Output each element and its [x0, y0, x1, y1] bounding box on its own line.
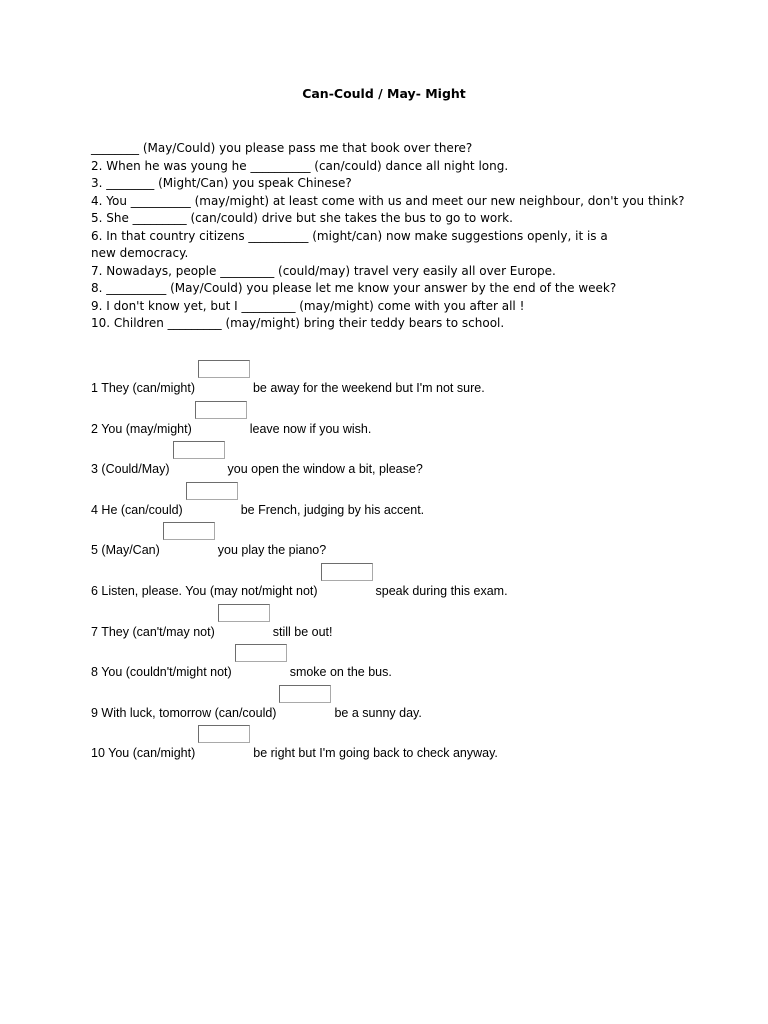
- question-prefix: 3 (Could/May): [91, 462, 170, 477]
- question-suffix: you open the window a bit, please?: [227, 462, 423, 477]
- answer-input-3[interactable]: [173, 441, 225, 459]
- question-suffix: speak during this exam.: [375, 583, 508, 598]
- question-prefix: 8 You (couldn't/might not): [91, 665, 232, 680]
- question-row: [91, 654, 731, 695]
- question-suffix: leave now if you wish.: [249, 421, 372, 436]
- exercise-line: 9. I don't know yet, but I _________ (may/might) come with you after all !: [91, 298, 525, 313]
- exercise-line: ________ (May/Could) you please pass me that book over there?: [91, 141, 473, 155]
- answer-input-4[interactable]: [186, 482, 238, 500]
- question-row: [91, 370, 731, 411]
- question-prefix: 2 You (may/might): [91, 421, 192, 436]
- question-suffix: be French, judging by his accent.: [240, 502, 425, 517]
- answer-input-7[interactable]: [218, 604, 270, 622]
- answer-input-10[interactable]: [198, 725, 250, 743]
- input-exercise: [91, 370, 731, 776]
- question-prefix: 6 Listen, please. You (may not/might not): [91, 583, 318, 598]
- question-prefix: 9 With luck, tomorrow (can/could): [91, 705, 277, 720]
- exercise-line: 8. __________ (May/Could) you please let me know your answer by the end of the week?: [91, 281, 617, 295]
- question-prefix: 1 They (can/might): [91, 381, 195, 395]
- question-suffix: smoke on the bus.: [289, 665, 392, 680]
- question-row: [91, 735, 731, 776]
- answer-input-5[interactable]: [163, 522, 215, 540]
- question-row: [91, 695, 731, 736]
- question-row: [91, 532, 731, 573]
- question-row: [91, 573, 731, 614]
- question-suffix: be away for the weekend but I'm not sure.: [252, 381, 485, 395]
- question-prefix: 5 (May/Can): [91, 543, 160, 558]
- answer-input-6[interactable]: [321, 563, 373, 581]
- question-prefix: 4 He (can/could): [91, 502, 183, 517]
- exercise-line: 6. In that country citizens __________ (might/can) now make suggestions openly, it is a new democracy.: [91, 228, 608, 260]
- question-suffix: you play the piano?: [217, 543, 327, 558]
- page-title: Can-Could / May- Might: [302, 86, 466, 101]
- answer-input-1[interactable]: [198, 360, 250, 378]
- question-suffix: still be out!: [272, 624, 333, 639]
- answer-input-2[interactable]: [195, 401, 247, 419]
- exercise-line: 5. She _________ (can/could) drive but she takes the bus to go to work.: [91, 211, 513, 225]
- exercise-line: 2. When he was young he __________ (can/could) dance all night long.: [91, 158, 509, 173]
- question-prefix: 10 You (can/might): [91, 746, 196, 761]
- exercise-line: 3. ________ (Might/Can) you speak Chinese?: [91, 176, 352, 190]
- exercise-line: 4. You __________ (may/might) at least come with us and meet our new neighbour, don't you think?: [91, 193, 685, 208]
- answer-input-8[interactable]: [235, 644, 287, 662]
- question-suffix: be a sunny day.: [334, 705, 422, 720]
- question-suffix: be right but I'm going back to check anyway.: [253, 746, 498, 761]
- fill-in-exercise: [91, 140, 691, 333]
- question-prefix: 7 They (can't/may not): [91, 624, 215, 639]
- question-row: [91, 614, 731, 655]
- exercise-line: 7. Nowadays, people _________ (could/may) travel very easily all over Europe.: [91, 263, 556, 278]
- answer-input-9[interactable]: [279, 685, 331, 703]
- exercise-line: 10. Children _________ (may/might) bring their teddy bears to school.: [91, 316, 505, 330]
